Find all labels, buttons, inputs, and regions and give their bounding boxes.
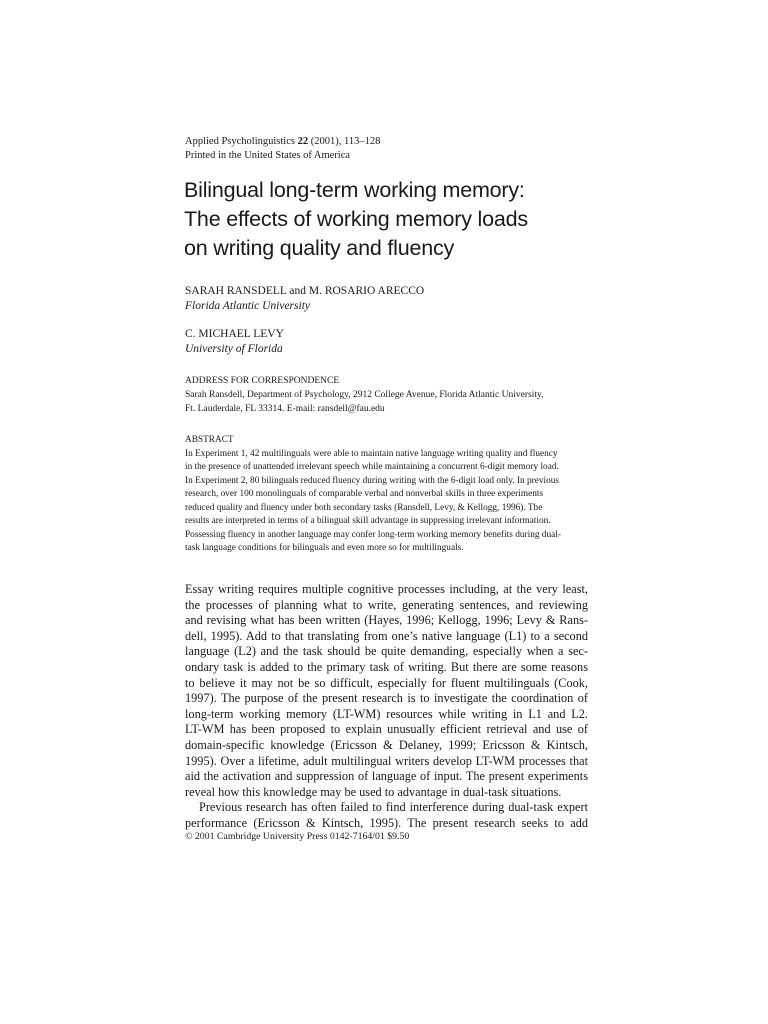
body-line: Previous research has often failed to find interference during dual-task expert: [199, 800, 588, 815]
body-line: domain-specific knowledge (Ericsson & Delaney, 1999; Ericsson & Kintsch,: [185, 737, 588, 752]
abstract-line: In Experiment 2, 80 bilinguals reduced fluency during writing with the 6-digit load only. In previous: [185, 475, 560, 486]
body-line: Essay writing requires multiple cognitive processes including, at the very least,: [185, 582, 588, 596]
abstract-line: task language conditions for bilinguals and even more so for multilinguals.: [185, 543, 464, 553]
abstract-line: research, over 100 monolinguals of comparable verbal and nonverbal skills in three experiments: [185, 489, 544, 499]
journal-citation: [185, 135, 588, 149]
body-line: and revising what has been written (Hayes, 1996; Kellogg, 1996; Levy & Rans-: [185, 613, 588, 628]
abstract-line: in the presence of unattended irrelevant speech while maintaining a concurrent 6-digit memory load.: [185, 462, 559, 472]
journal-name: Applied Psycholinguistics: [185, 136, 295, 147]
abstract-line: results are interpreted in terms of a bilingual skill advantage in suppressing irrelevant information.: [185, 516, 551, 526]
body-line: long-term working memory (LT-WM) resources while writing in L1 and L2.: [185, 706, 588, 721]
author-names: SARAH RANSDELL and M. ROSARIO ARECCO: [185, 285, 425, 297]
abstract-line: In Experiment 1, 42 multilinguals were able to maintain native language writing quality and fluency: [185, 448, 558, 459]
body-line: dell, 1995). Add to that translating from one’s native language (L1) to a second: [185, 628, 588, 643]
journal-volume: 22: [297, 136, 309, 147]
body-line: 1995). Over a lifetime, adult multilingual writers develop LT-WM processes that: [185, 753, 588, 768]
body-line: 1997). The purpose of the present research is to investigate the coordination of: [185, 691, 588, 706]
correspondence-line: Sarah Ransdell, Department of Psychology, 2912 College Avenue, Florida Atlantic University,: [185, 390, 544, 400]
article-title: [184, 176, 594, 263]
body-line: LT-WM has been proposed to explain unusually efficient retrieval and use of: [185, 722, 588, 737]
abstract-line: Possessing fluency in another language may confer long-term working memory benefits during dual-: [185, 529, 561, 540]
title-line: on writing quality and fluency: [184, 236, 455, 260]
title-line: The effects of working memory loads: [184, 207, 528, 231]
abstract-heading: ABSTRACT: [185, 435, 234, 445]
correspondence-block: [185, 374, 588, 416]
correspondence-heading: ADDRESS FOR CORRESPONDENCE: [185, 376, 340, 386]
body-line: ondary task is added to the primary task of writing. But there are some reasons: [185, 659, 588, 674]
body-line: language (L2) and the task should be quite demanding, especially when a sec-: [185, 644, 588, 659]
abstract-block: [185, 434, 588, 556]
body-line: the processes of planning what to write, generating sentences, and reviewing: [185, 597, 588, 612]
printed-notice: Printed in the United States of America: [185, 150, 351, 161]
body-line: aid the activation and suppression of language of input. The present experiments: [185, 769, 588, 784]
copyright-footer: © 2001 Cambridge University Press 0142-7164/01 $9.50: [185, 831, 410, 842]
author-affiliation: Florida Atlantic University: [185, 300, 310, 312]
author-names: C. MICHAEL LEVY: [185, 328, 284, 340]
abstract-line: reduced quality and fluency under both secondary tasks (Ransdell, Levy, & Kellogg, 1996). The: [185, 502, 543, 513]
journal-year-pages: (2001), 113–128: [310, 136, 381, 147]
journal-header: [185, 135, 588, 163]
author-block: [185, 284, 588, 357]
body-line: performance (Ericsson & Kintsch, 1995). The present research seeks to add: [185, 815, 588, 830]
title-line: Bilingual long-term working memory:: [184, 178, 525, 202]
body-line: to believe it may not be so difficult, especially for fluent multilinguals (Cook,: [185, 675, 588, 690]
body-text: [185, 582, 588, 832]
body-line: reveal how this knowledge may be used to advantage in dual-task situations.: [185, 784, 562, 799]
correspondence-line: Ft. Lauderdale, FL 33314. E-mail: ransdell@fau.edu: [185, 404, 385, 414]
author-affiliation: University of Florida: [185, 343, 283, 355]
